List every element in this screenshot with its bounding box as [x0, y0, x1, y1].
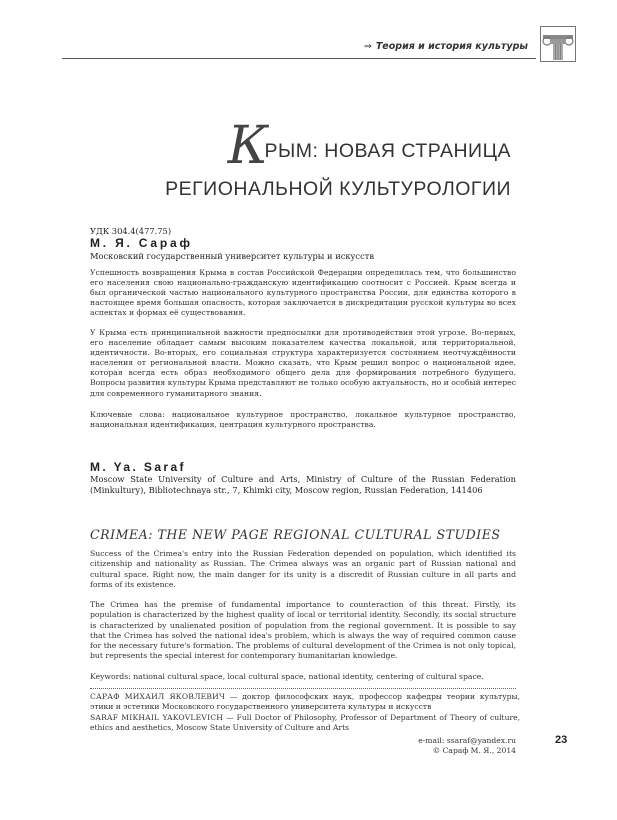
bio-en-name: SARAF MIKHAIL YAKOVLEVICH: [90, 713, 224, 722]
author-name-en: M. Ya. Saraf: [90, 460, 186, 474]
title-line-2: РЕГИОНАЛЬНОЙ КУЛЬТУРОЛОГИИ: [165, 178, 511, 200]
affiliation-ru: Московский государственный университет культуры и искусств: [90, 251, 374, 261]
bio-ru-text: — доктор философских наук, профессор кафедры теории культуры, этики и эстетики Московского государственного университета культуры и искусств: [90, 692, 520, 711]
author-name-ru: М. Я. Сараф: [90, 236, 193, 250]
abstract-en-paragraph-1: Success of the Crimea's entry into the Russian Federation depended on population, which identified its citizenship and nationality as Russian. The Crimea always was an organic part of Russian national and cultural space. Right now, the main danger for its unity is a discredit of Russian culture in all parts and forms of its existence.: [90, 549, 516, 589]
abstract-en-paragraph-2: The Crimea has the premise of fundamental importance to counteraction of this threat. Firstly, its population is characterized by the highest quality of local or territorial identity. Secondly, its social structure is characterized by unalienated position of population from the regional government. It is possible to say that the Crimea has solved the national idea's problem, which is always the way of required common cause for the necessary future's formation. The problems of cultural development of the Crimea is not only topical, but represents the special interest for contemporary humanitarian knowledge.: [90, 600, 516, 661]
column-capital-logo: [540, 26, 576, 62]
bio-en-text: — Full Doctor of Philosophy, Professor of Department of Theory of culture, ethics and aesthetics, Moscow State University of Culture and Arts: [90, 713, 520, 732]
keywords-ru: Ключевые слова: национальное культурное пространство, локальное культурное пространство, национальная идентификация, центрация культурного пространства.: [90, 410, 516, 430]
author-bio-en: [90, 713, 520, 732]
abstract-ru-paragraph-2: У Крыма есть принципиальной важности предпосылки для противодействия этой угрозе. Во-первых, его население обладает самым высоким показателем качества локальной, или территориальной, идентичности. Во-вторых, его социальная структура характеризуется состоянием неотчуждённости населения от региональной власти. Можно сказать, что Крым решил вопрос о национальной идее, которая всегда есть образ необходимого общего дела для формирования потребного будущего. Вопросы развития культуры Крыма представляют не только особую актуальность, но и особый интерес для современного гуманитарного знания.: [90, 328, 516, 398]
section-title: Теория и история культуры: [375, 41, 528, 52]
footer-divider: [90, 688, 516, 689]
arrow-icon: ⇒: [363, 41, 372, 52]
article-title-en: CRIMEA: THE NEW PAGE REGIONAL CULTURAL STUDIES: [90, 527, 501, 542]
title-initial: К: [227, 116, 269, 176]
keywords-en: Keywords: national cultural space, local cultural space, national identity, centering of cultural space.: [90, 672, 484, 681]
article-title-ru: [165, 116, 511, 201]
author-bio-ru: [90, 692, 520, 711]
abstract-ru-paragraph-1: Успешность возвращения Крыма в состав Российской Федерации определилась тем, что большинство его населения свою национально-гражданскую идентификацию соотносит с Россией. Крым всегда и был органической частью национального культурного пространства России, для единства которого в настоящее время большая опасность, которая заключается в дискредитации русской культуры во всех аспектах и формах её существования.: [90, 268, 516, 318]
header-rule: [62, 58, 536, 59]
bio-ru-name: САРАФ МИХАИЛ ЯКОВЛЕВИЧ: [90, 692, 226, 701]
running-header: [364, 41, 528, 52]
title-line-1: [165, 116, 511, 177]
title-line-1-text: РЫМ: НОВАЯ СТРАНИЦА: [264, 140, 511, 162]
author-email: e-mail: ssaraf@yandex.ru: [418, 736, 516, 745]
copyright: © Сараф М. Я., 2014: [432, 746, 516, 755]
udk-code: УДК 304.4(477.75): [90, 226, 172, 236]
page-number: 23: [555, 734, 568, 746]
affiliation-en: Moscow State University of Culture and Arts, Ministry of Culture of the Russian Federation (Minkultury), Bibliotechnaya str., 7, Khimki city, Moscow region, Russian Federation, 141406: [90, 474, 516, 495]
